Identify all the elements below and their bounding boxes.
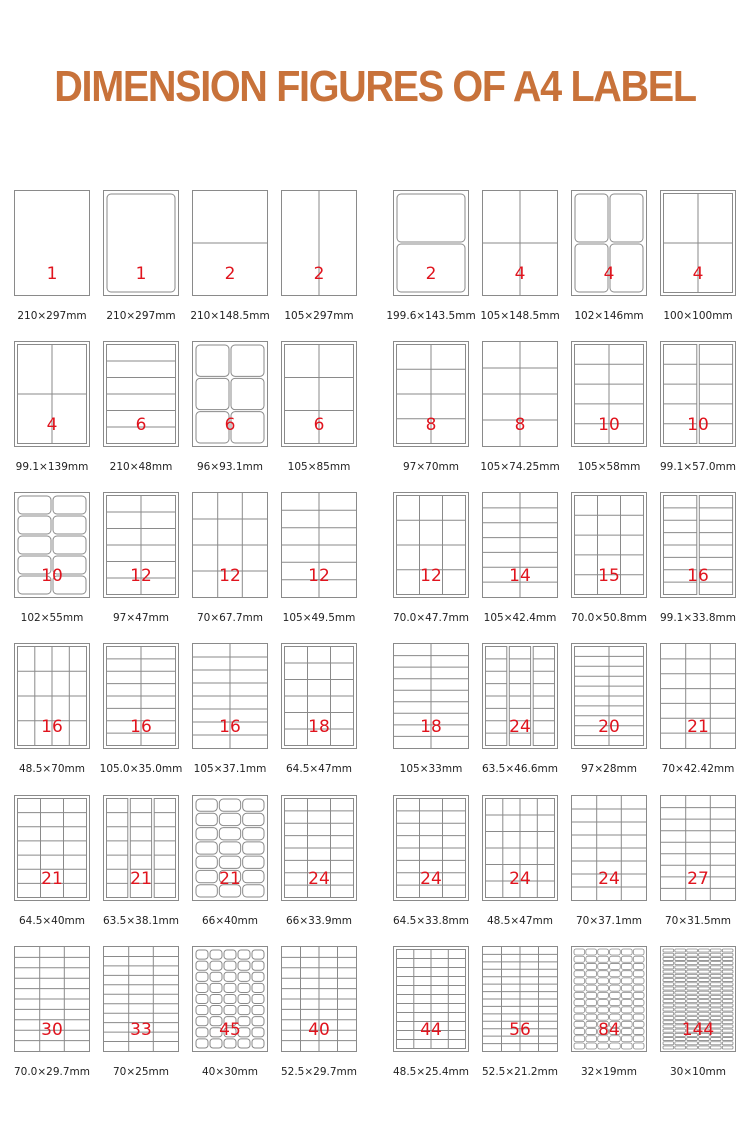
- label-layout-27-up: [660, 795, 736, 935]
- label-dimension: 70.0×50.8mm: [570, 612, 647, 624]
- label-layout-21-up: [660, 643, 736, 783]
- label-count: 16: [219, 717, 241, 737]
- label-dimension: 97×28mm: [581, 763, 637, 775]
- label-dimension: 48.5×25.4mm: [392, 1066, 469, 1078]
- label-layout-56-up: [482, 946, 558, 1086]
- label-layout-6-up: [192, 341, 268, 481]
- label-dimension: 97×47mm: [113, 612, 169, 624]
- label-count: 144: [681, 1020, 715, 1040]
- label-dimension: 199.6×143.5mm: [386, 310, 476, 322]
- label-count: 2: [224, 264, 236, 284]
- label-layout-12-up: [192, 492, 268, 632]
- label-dimension: 99.1×57.0mm: [659, 461, 736, 473]
- label-layout-40-up: [281, 946, 357, 1086]
- label-dimension: 100×100mm: [663, 310, 733, 322]
- label-count: 12: [219, 566, 241, 586]
- label-count: 30: [41, 1020, 63, 1040]
- label-dimension: 210×297mm: [17, 310, 87, 322]
- label-layout-8-up: [393, 341, 469, 481]
- label-count: 21: [41, 869, 63, 889]
- label-layout-44-up: [393, 946, 469, 1086]
- label-dimension: 105.0×35.0mm: [99, 763, 183, 775]
- label-layout-16-up: [660, 492, 736, 632]
- label-layout-21-up: [103, 795, 179, 935]
- label-count: 6: [313, 415, 325, 435]
- label-layout-4-up: [14, 341, 90, 481]
- label-layout-30-up: [14, 946, 90, 1086]
- label-dimension: 64.5×47mm: [286, 763, 352, 775]
- label-count: 4: [603, 264, 615, 284]
- label-count: 4: [514, 264, 526, 284]
- label-dimension: 64.5×40mm: [19, 915, 85, 927]
- label-layout-16-up: [99, 643, 183, 783]
- label-count: 10: [41, 566, 63, 586]
- label-count: 2: [313, 264, 325, 284]
- label-count: 16: [41, 717, 63, 737]
- label-count: 10: [598, 415, 620, 435]
- label-layout-1-up: [103, 190, 179, 330]
- label-count: 16: [130, 717, 152, 737]
- label-count: 44: [420, 1020, 442, 1040]
- label-layout-21-up: [192, 795, 268, 935]
- label-dimension: 210×48mm: [109, 461, 173, 473]
- label-count: 12: [130, 566, 152, 586]
- label-layout-12-up: [103, 492, 179, 632]
- label-dimension: 63.5×46.6mm: [481, 763, 558, 775]
- label-dimension: 70×67.7mm: [197, 612, 263, 624]
- label-dimension: 99.1×139mm: [15, 461, 89, 473]
- label-count: 27: [687, 869, 709, 889]
- label-layout-2-up: [192, 190, 268, 330]
- label-dimension: 96×93.1mm: [197, 461, 263, 473]
- label-count: 33: [130, 1020, 152, 1040]
- label-layout-24-up: [482, 795, 558, 935]
- label-layout-4-up: [660, 190, 736, 330]
- label-layout-20-up: [571, 643, 647, 783]
- label-count: 8: [514, 415, 526, 435]
- label-count: 56: [509, 1020, 531, 1040]
- label-count: 18: [308, 717, 330, 737]
- label-dimension: 48.5×47mm: [487, 915, 553, 927]
- label-layout-6-up: [103, 341, 179, 481]
- label-layout-10-up: [14, 492, 90, 632]
- label-count: 24: [308, 869, 330, 889]
- label-count: 12: [420, 566, 442, 586]
- label-layout-6-up: [281, 341, 357, 481]
- label-dimension: 40×30mm: [202, 1066, 258, 1078]
- label-dimension: 105×297mm: [284, 310, 354, 322]
- label-dimension: 70.0×29.7mm: [13, 1066, 90, 1078]
- label-count: 24: [509, 717, 531, 737]
- label-count: 4: [46, 415, 58, 435]
- label-dimension: 52.5×21.2mm: [481, 1066, 558, 1078]
- label-dimension: 97×70mm: [403, 461, 459, 473]
- label-dimension: 70×42.42mm: [661, 763, 735, 775]
- label-count: 40: [308, 1020, 330, 1040]
- label-layout-12-up: [281, 492, 357, 632]
- label-layout-33-up: [103, 946, 179, 1086]
- label-dimension: 105×37.1mm: [193, 763, 267, 775]
- label-layout-2-up: [386, 190, 476, 330]
- label-dimension: 105×42.4mm: [483, 612, 557, 624]
- label-dimension: 70×31.5mm: [665, 915, 731, 927]
- label-dimension: 52.5×29.7mm: [280, 1066, 357, 1078]
- label-dimension: 66×33.9mm: [286, 915, 352, 927]
- label-layout-16-up: [192, 643, 268, 783]
- label-count: 24: [598, 869, 620, 889]
- label-count: 24: [509, 869, 531, 889]
- label-dimension: 30×10mm: [670, 1066, 726, 1078]
- label-dimension: 102×55mm: [20, 612, 84, 624]
- label-layout-16-up: [14, 643, 90, 783]
- label-count: 1: [46, 264, 58, 284]
- label-count: 21: [219, 869, 241, 889]
- label-layout-21-up: [14, 795, 90, 935]
- label-dimension: 210×297mm: [106, 310, 176, 322]
- label-layout-18-up: [281, 643, 357, 783]
- label-dimension: 70.0×47.7mm: [392, 612, 469, 624]
- label-layout-15-up: [571, 492, 647, 632]
- label-dimension: 48.5×70mm: [19, 763, 85, 775]
- label-layout-10-up: [571, 341, 647, 481]
- label-count: 14: [509, 566, 531, 586]
- label-count: 84: [598, 1020, 620, 1040]
- label-dimension: 99.1×33.8mm: [659, 612, 736, 624]
- label-count: 8: [425, 415, 437, 435]
- label-count: 15: [598, 566, 620, 586]
- label-dimension: 105×49.5mm: [282, 612, 356, 624]
- label-count: 45: [219, 1020, 241, 1040]
- label-dimension: 70×37.1mm: [576, 915, 642, 927]
- label-count: 1: [135, 264, 147, 284]
- label-count: 21: [687, 717, 709, 737]
- label-dimension: 105×74.25mm: [480, 461, 560, 473]
- label-layout-24-up: [571, 795, 647, 935]
- label-layout-144-up: [660, 946, 736, 1086]
- label-dimension: 105×148.5mm: [480, 310, 560, 322]
- label-layout-14-up: [482, 492, 558, 632]
- label-count: 20: [598, 717, 620, 737]
- label-layout-12-up: [393, 492, 469, 632]
- label-count: 10: [687, 415, 709, 435]
- label-layout-10-up: [660, 341, 736, 481]
- label-count: 16: [687, 566, 709, 586]
- label-count: 18: [420, 717, 442, 737]
- label-dimension: 210×148.5mm: [190, 310, 270, 322]
- label-count: 21: [130, 869, 152, 889]
- label-layout-18-up: [393, 643, 469, 783]
- label-layout-4-up: [571, 190, 647, 330]
- label-dimension: 63.5×38.1mm: [102, 915, 179, 927]
- label-count: 6: [135, 415, 147, 435]
- label-count: 2: [425, 264, 437, 284]
- label-count: 24: [420, 869, 442, 889]
- label-dimension: 32×19mm: [581, 1066, 637, 1078]
- label-dimension: 66×40mm: [202, 915, 258, 927]
- label-dimension: 102×146mm: [574, 310, 644, 322]
- label-dimension: 105×58mm: [577, 461, 641, 473]
- label-layout-4-up: [482, 190, 558, 330]
- label-layout-24-up: [482, 643, 558, 783]
- label-dimension: 105×33mm: [399, 763, 463, 775]
- label-layout-24-up: [393, 795, 469, 935]
- label-layout-8-up: [482, 341, 558, 481]
- label-layout-84-up: [571, 946, 647, 1086]
- label-dimension: 64.5×33.8mm: [392, 915, 469, 927]
- label-layout-24-up: [281, 795, 357, 935]
- label-count: 12: [308, 566, 330, 586]
- label-dimension: 105×85mm: [287, 461, 351, 473]
- label-layout-2-up: [281, 190, 357, 330]
- label-count: 4: [692, 264, 704, 284]
- label-count: 6: [224, 415, 236, 435]
- label-layout-45-up: [192, 946, 268, 1086]
- label-dimension: 70×25mm: [113, 1066, 169, 1078]
- page-title: DIMENSION FIGURES OF A4 LABEL: [54, 62, 696, 111]
- label-layout-1-up: [14, 190, 90, 330]
